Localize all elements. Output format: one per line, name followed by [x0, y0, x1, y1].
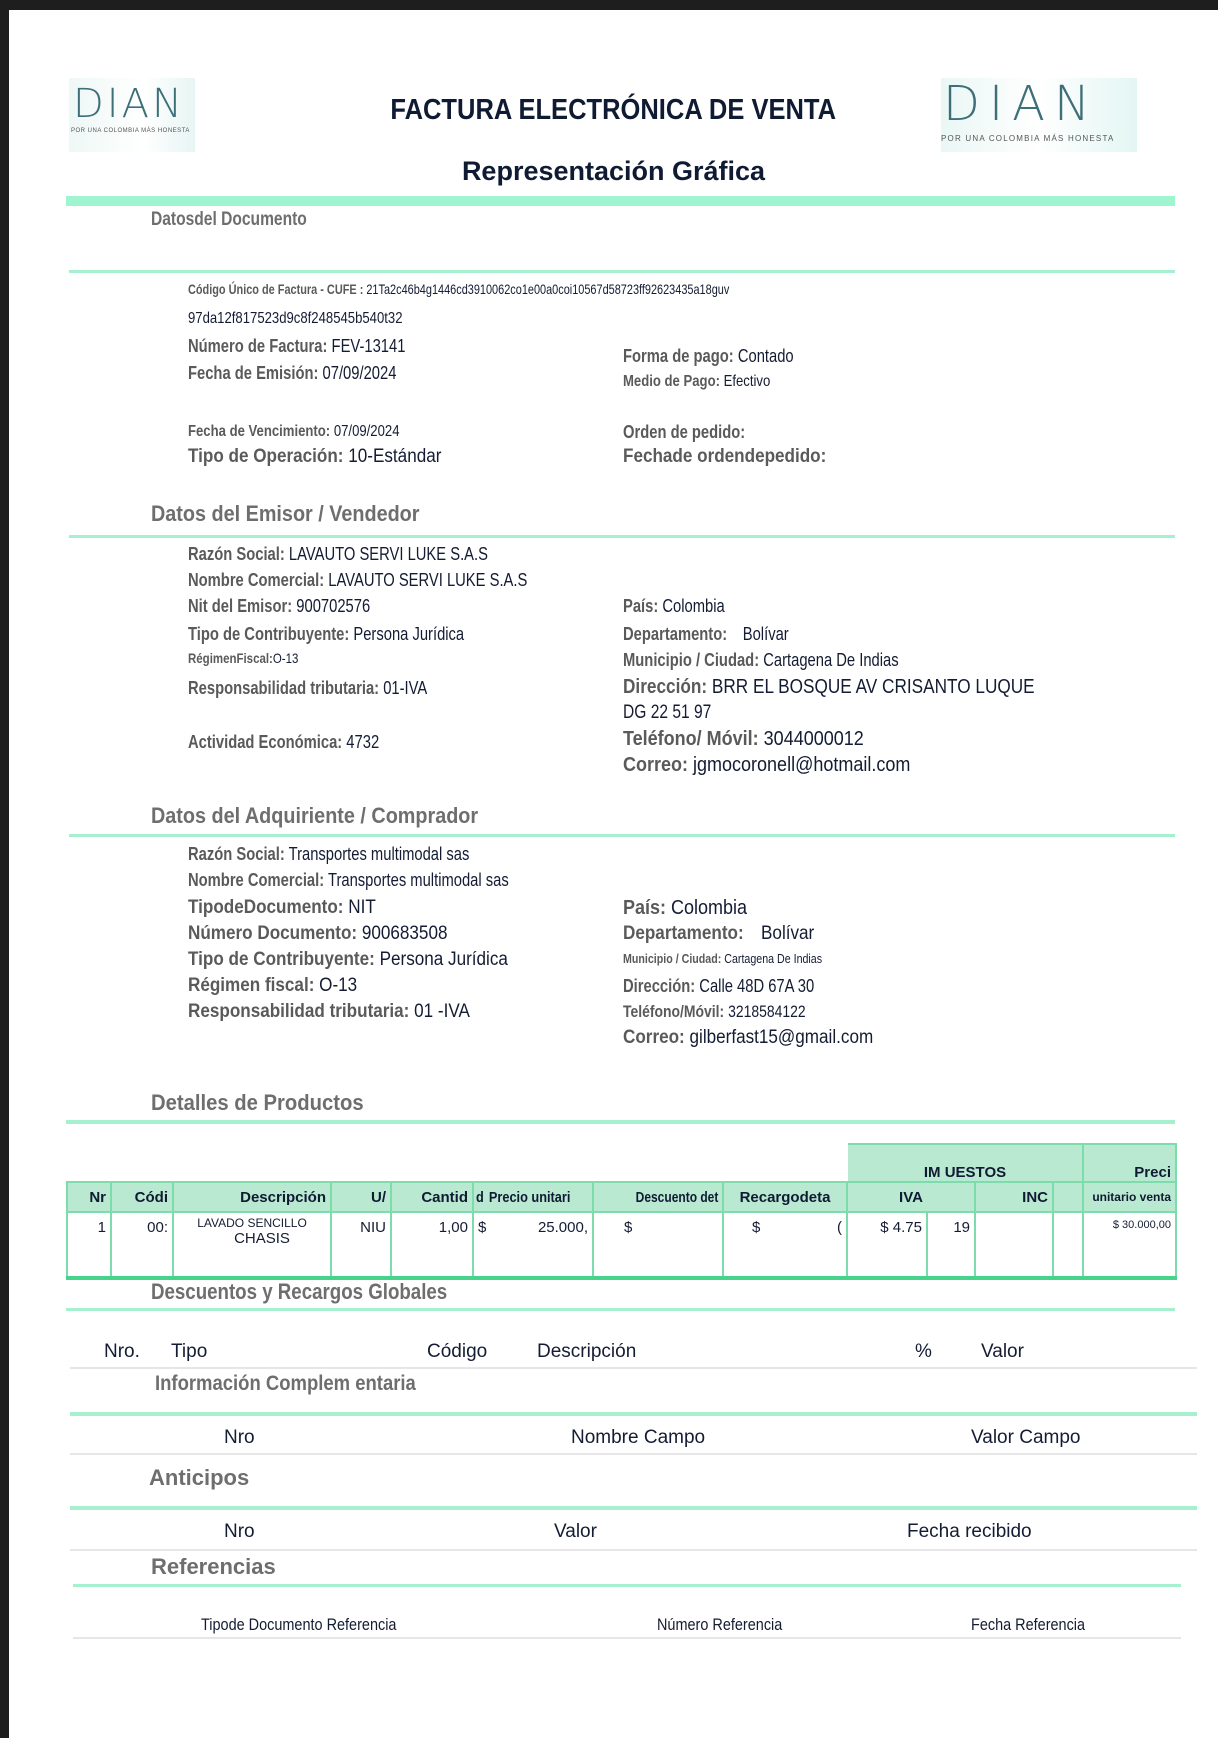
invoice-page	[9, 10, 1218, 1738]
forma-pago-row	[623, 346, 831, 367]
emisor-regimen-label: RégimenFiscal:	[188, 650, 273, 666]
section-divider	[73, 1584, 1181, 1587]
emisor-municipio-row	[623, 650, 959, 671]
precio-group-header: Preci	[1083, 1144, 1176, 1182]
adq-municipio-value: Cartagena De Indias	[724, 951, 823, 966]
products-table	[66, 1143, 1177, 1280]
row-divider	[73, 1637, 1181, 1639]
cufe-label: Código Único de Factura - CUFE :	[188, 281, 364, 297]
desc-col-descripcion: Descripción	[537, 1341, 637, 1362]
adq-responsabilidad-row	[188, 1001, 501, 1023]
numero-factura-value: FEV-13141	[331, 336, 406, 356]
adq-correo-label: Correo:	[623, 1027, 685, 1048]
adq-responsabilidad-label: Responsabilidad tributaria:	[188, 1001, 410, 1022]
adq-razon-row	[188, 844, 531, 865]
emisor-correo-value: jgmocoronell@hotmail.com	[693, 754, 911, 776]
emisor-responsabilidad-value: 01-IVA	[383, 678, 428, 698]
emisor-tipo-contribuyente-row	[188, 624, 525, 645]
medio-pago-value: Efectivo	[723, 373, 771, 390]
cell-cantidad: 1,00	[391, 1212, 473, 1278]
adq-numero-documento-label: Número Documento:	[188, 923, 358, 944]
cell-descripcion-line1: LAVADO SENCILLO	[197, 1216, 307, 1230]
row-divider	[70, 1453, 1197, 1455]
emisor-nombre-row	[188, 570, 602, 591]
cufe-value-line2	[188, 309, 450, 328]
col-precio-unitario-label: Precio unitari	[488, 1188, 571, 1206]
emisor-pais-label: País:	[623, 596, 659, 616]
ref-col-fecha-text: Fecha Referencia	[971, 1615, 1086, 1634]
section-title-referencias: Referencias	[151, 1554, 276, 1579]
cell-precio-venta: $ 30.000,00	[1083, 1212, 1176, 1278]
tipo-operacion-row	[188, 446, 470, 468]
cufe-value: 21Ta2c46b4g1446cd3910062co1e00a0coi10567d58723ff92623435a18guv	[366, 281, 730, 297]
section-divider	[70, 1412, 1197, 1416]
emisor-municipio-value: Cartagena De Indias	[763, 650, 899, 670]
adq-nombre-label: Nombre Comercial:	[188, 870, 325, 890]
emisor-actividad-row	[188, 732, 421, 753]
adq-departamento-value: Bolívar	[761, 923, 815, 944]
section-title-emisor	[151, 502, 449, 526]
col-descuento-label: Descuento det	[635, 1188, 718, 1206]
medio-pago-row	[623, 372, 803, 391]
section-title-descuentos-text: Descuentos y Recargos Globales	[151, 1279, 448, 1304]
adq-pais-value: Colombia	[671, 897, 748, 919]
emisor-departamento-value: Bolívar	[742, 624, 789, 644]
adq-direccion-label: Dirección:	[623, 976, 696, 996]
emisor-razon-value: LAVAUTO SERVI LUKE S.A.S	[288, 544, 488, 564]
emisor-actividad-value: 4732	[346, 732, 380, 752]
adq-pais-row	[623, 897, 761, 920]
adq-pais-label: País:	[623, 897, 667, 919]
document-subtitle: Representación Gráfica	[461, 156, 766, 186]
adq-tipo-documento-row	[188, 897, 397, 919]
section-title-adquiriente	[151, 804, 514, 828]
emisor-responsabilidad-label: Responsabilidad tributaria:	[188, 678, 380, 698]
emisor-nit-label: Nit del Emisor:	[188, 596, 293, 616]
emisor-actividad-label: Actividad Económica:	[188, 732, 343, 752]
adq-tipo-contribuyente-label: Tipo de Contribuyente:	[188, 949, 375, 970]
adq-numero-documento-row	[188, 923, 476, 945]
emisor-direccion-value-2-text: DG 22 51 97	[623, 702, 712, 723]
section-divider	[69, 834, 1175, 837]
emisor-regimen-value: O-13	[272, 650, 299, 666]
adq-telefono-row	[623, 1002, 846, 1022]
ref-col-numero	[657, 1614, 804, 1636]
col-cantidad: Cantid	[391, 1182, 473, 1212]
orden-pedido-label	[623, 422, 772, 443]
document-title-text: FACTURA ELECTRÓNICA DE VENTA	[390, 94, 837, 126]
fecha-orden-pedido-label-text: Fechade ordendepedido:	[623, 446, 827, 467]
section-divider	[70, 1506, 1197, 1510]
fecha-vencimiento-row	[188, 422, 446, 441]
emisor-regimen-row	[188, 650, 323, 667]
col-unidad: U/	[331, 1182, 391, 1212]
anticipos-col-nro: Nro	[224, 1521, 255, 1542]
products-header-row	[67, 1182, 1176, 1212]
emisor-nombre-label: Nombre Comercial:	[188, 570, 325, 590]
emisor-correo-row	[623, 754, 942, 777]
desc-col-codigo: Código	[427, 1341, 488, 1362]
adq-tipo-documento-label: TipodeDocumento:	[188, 897, 344, 918]
adq-municipio-row	[623, 951, 866, 967]
products-group-header-row	[67, 1144, 1176, 1182]
section-divider	[66, 1308, 1175, 1311]
cell-inc	[975, 1212, 1053, 1278]
document-title	[9, 94, 1218, 127]
section-divider	[69, 535, 1175, 538]
forma-pago-value: Contado	[737, 346, 794, 366]
orden-pedido-label-text: Orden de pedido:	[623, 422, 746, 442]
emisor-direccion-value-2	[623, 702, 731, 724]
section-title-emisor-text: Datos del Emisor / Vendedor	[151, 501, 420, 526]
fecha-orden-pedido-label	[623, 446, 849, 468]
emisor-responsabilidad-row	[188, 678, 480, 699]
section-bar	[66, 196, 1175, 206]
emisor-razon-label: Razón Social:	[188, 544, 285, 564]
emisor-pais-row	[623, 596, 747, 617]
anticipos-col-fecha-recibido: Fecha recibido	[907, 1521, 1032, 1542]
desc-col-valor: Valor	[981, 1341, 1024, 1362]
section-title-productos-text: Detalles de Productos	[151, 1090, 364, 1115]
info-col-valor-campo: Valor Campo	[971, 1427, 1081, 1448]
col-precio-unitario	[473, 1182, 593, 1212]
cell-precio-unitario	[473, 1212, 593, 1278]
cufe-row	[188, 281, 1088, 298]
section-title-info-complementaria-text: Información Complem entaria	[155, 1372, 416, 1395]
table-row	[67, 1212, 1176, 1278]
col-iva: IVA	[847, 1182, 975, 1212]
dian-logo-tagline: POR UNA COLOMBIA MÁS HONESTA	[71, 128, 190, 134]
emisor-direccion-row	[623, 676, 1102, 699]
fecha-emision-row	[188, 363, 442, 384]
emisor-tipo-contribuyente-value: Persona Jurídica	[353, 624, 465, 644]
emisor-nombre-value: LAVAUTO SERVI LUKE S.A.S	[328, 570, 528, 590]
section-title-descuentos	[151, 1280, 499, 1304]
cell-precio-simbolo: $	[478, 1219, 487, 1236]
section-title-documento	[151, 208, 341, 232]
cell-iva: $ 4.75	[847, 1212, 927, 1278]
impuestos-group-header: IM UESTOS	[847, 1144, 1083, 1182]
ref-col-numero-text: Número Referencia	[657, 1615, 783, 1634]
adq-telefono-value: 3218584122	[728, 1002, 806, 1021]
cell-codigo: 00:	[111, 1212, 173, 1278]
col-codigo: Códi	[111, 1182, 173, 1212]
col-inc: INC	[975, 1182, 1053, 1212]
col-cantidad-tail: d	[476, 1188, 484, 1206]
section-title-productos	[151, 1091, 382, 1115]
cell-descripcion-line2: CHASIS	[234, 1230, 290, 1247]
ref-col-fecha	[971, 1614, 1105, 1636]
cell-nro: 1	[67, 1212, 111, 1278]
col-precio-venta: unitario venta	[1083, 1182, 1176, 1212]
section-title-adquiriente-text: Datos del Adquiriente / Comprador	[151, 803, 479, 828]
adq-telefono-label: Teléfono/Móvil:	[623, 1002, 725, 1021]
adq-regimen-label: Régimen fiscal:	[188, 975, 315, 996]
emisor-telefono-label: Teléfono/ Móvil:	[623, 728, 759, 750]
adq-direccion-value: Calle 48D 67A 30	[699, 976, 815, 996]
adq-tipo-documento-value: NIT	[348, 897, 376, 918]
emisor-municipio-label: Municipio / Ciudad:	[623, 650, 760, 670]
tipo-operacion-label: Tipo de Operación:	[188, 446, 344, 467]
adq-tipo-contribuyente-value: Persona Jurídica	[379, 949, 508, 970]
cell-iva-porcentaje: 19	[927, 1212, 975, 1278]
emisor-telefono-value: 3044000012	[763, 728, 864, 750]
tipo-operacion-value: 10-Estándar	[348, 446, 442, 467]
info-col-nro: Nro	[224, 1427, 255, 1448]
adq-tipo-contribuyente-row	[188, 949, 543, 971]
adq-nombre-row	[188, 870, 579, 891]
desc-col-nro: Nro.	[104, 1341, 140, 1362]
numero-factura-label: Número de Factura:	[188, 336, 328, 356]
emisor-nit-row	[188, 596, 410, 617]
adq-regimen-row	[188, 975, 376, 997]
cell-precio-valor: 25.000,	[537, 1219, 588, 1236]
adq-departamento-label: Departamento:	[623, 923, 744, 944]
emisor-telefono-row	[623, 728, 891, 751]
dian-logo-text: DIAN	[73, 81, 185, 127]
anticipos-col-valor: Valor	[554, 1521, 597, 1542]
cell-recargo-tail: (	[837, 1219, 842, 1236]
numero-factura-row	[188, 336, 453, 357]
section-title-documento-text: Datosdel Documento	[151, 209, 307, 230]
cell-descuento: $	[593, 1212, 723, 1278]
row-divider	[70, 1367, 1197, 1369]
cufe-value-line2-text: 97da12f817523d9c8f248545b540t32	[188, 310, 403, 327]
emisor-nit-value: 900702576	[296, 596, 371, 616]
col-descripcion: Descripción	[173, 1182, 331, 1212]
adq-departamento-row	[623, 923, 836, 945]
emisor-razon-row	[188, 544, 554, 565]
adq-direccion-row	[623, 976, 856, 997]
col-recargo: Recargodeta	[723, 1182, 847, 1212]
emisor-direccion-label: Dirección:	[623, 676, 708, 698]
cell-unidad: NIU	[331, 1212, 391, 1278]
adq-regimen-value: O-13	[319, 975, 358, 996]
desc-col-tipo: Tipo	[171, 1341, 208, 1362]
dian-logo-text: DIAN	[943, 78, 1099, 132]
emisor-direccion-value: BRR EL BOSQUE AV CRISANTO LUQUE	[711, 676, 1035, 698]
emisor-departamento-row	[623, 624, 825, 645]
adq-correo-row	[623, 1027, 901, 1049]
section-title-info-complementaria	[155, 1372, 451, 1396]
dian-logo-tagline: POR UNA COLOMBIA MÁS HONESTA	[941, 134, 1115, 143]
row-divider	[70, 1549, 1197, 1551]
ref-col-tipo-documento-text: Tipode Documento Referencia	[201, 1615, 397, 1634]
cell-descripcion	[173, 1212, 331, 1278]
col-nro: Nr	[67, 1182, 111, 1212]
cell-recargo	[723, 1212, 847, 1278]
cell-recargo-simbolo: $	[752, 1219, 761, 1236]
medio-pago-label: Medio de Pago:	[623, 373, 720, 390]
fecha-vencimiento-label: Fecha de Vencimiento:	[188, 423, 331, 440]
section-divider	[69, 270, 1175, 273]
adq-nombre-value: Transportes multimodal sas	[328, 870, 509, 890]
adq-razon-label: Razón Social:	[188, 844, 285, 864]
section-title-anticipos: Anticipos	[149, 1465, 250, 1490]
adq-responsabilidad-value: 01 -IVA	[414, 1001, 470, 1022]
adq-razon-value: Transportes multimodal sas	[288, 844, 470, 864]
col-descuento	[593, 1182, 723, 1212]
info-col-nombre-campo: Nombre Campo	[571, 1427, 706, 1448]
emisor-correo-label: Correo:	[623, 754, 689, 776]
emisor-tipo-contribuyente-label: Tipo de Contribuyente:	[188, 624, 350, 644]
adq-correo-value: gilberfast15@gmail.com	[689, 1027, 874, 1048]
adq-numero-documento-value: 900683508	[361, 923, 448, 944]
fecha-emision-value: 07/09/2024	[322, 363, 397, 383]
cufe-row-inner	[188, 281, 729, 298]
emisor-pais-value: Colombia	[662, 596, 725, 616]
emisor-departamento-label: Departamento:	[623, 624, 728, 644]
desc-col-porcentaje: %	[915, 1341, 932, 1362]
adq-municipio-label: Municipio / Ciudad:	[623, 951, 722, 966]
section-divider	[66, 1120, 1175, 1124]
fecha-emision-label: Fecha de Emisión:	[188, 363, 319, 383]
ref-col-tipo-documento	[201, 1614, 431, 1636]
fecha-vencimiento-value: 07/09/2024	[333, 423, 400, 440]
forma-pago-label: Forma de pago:	[623, 346, 734, 366]
